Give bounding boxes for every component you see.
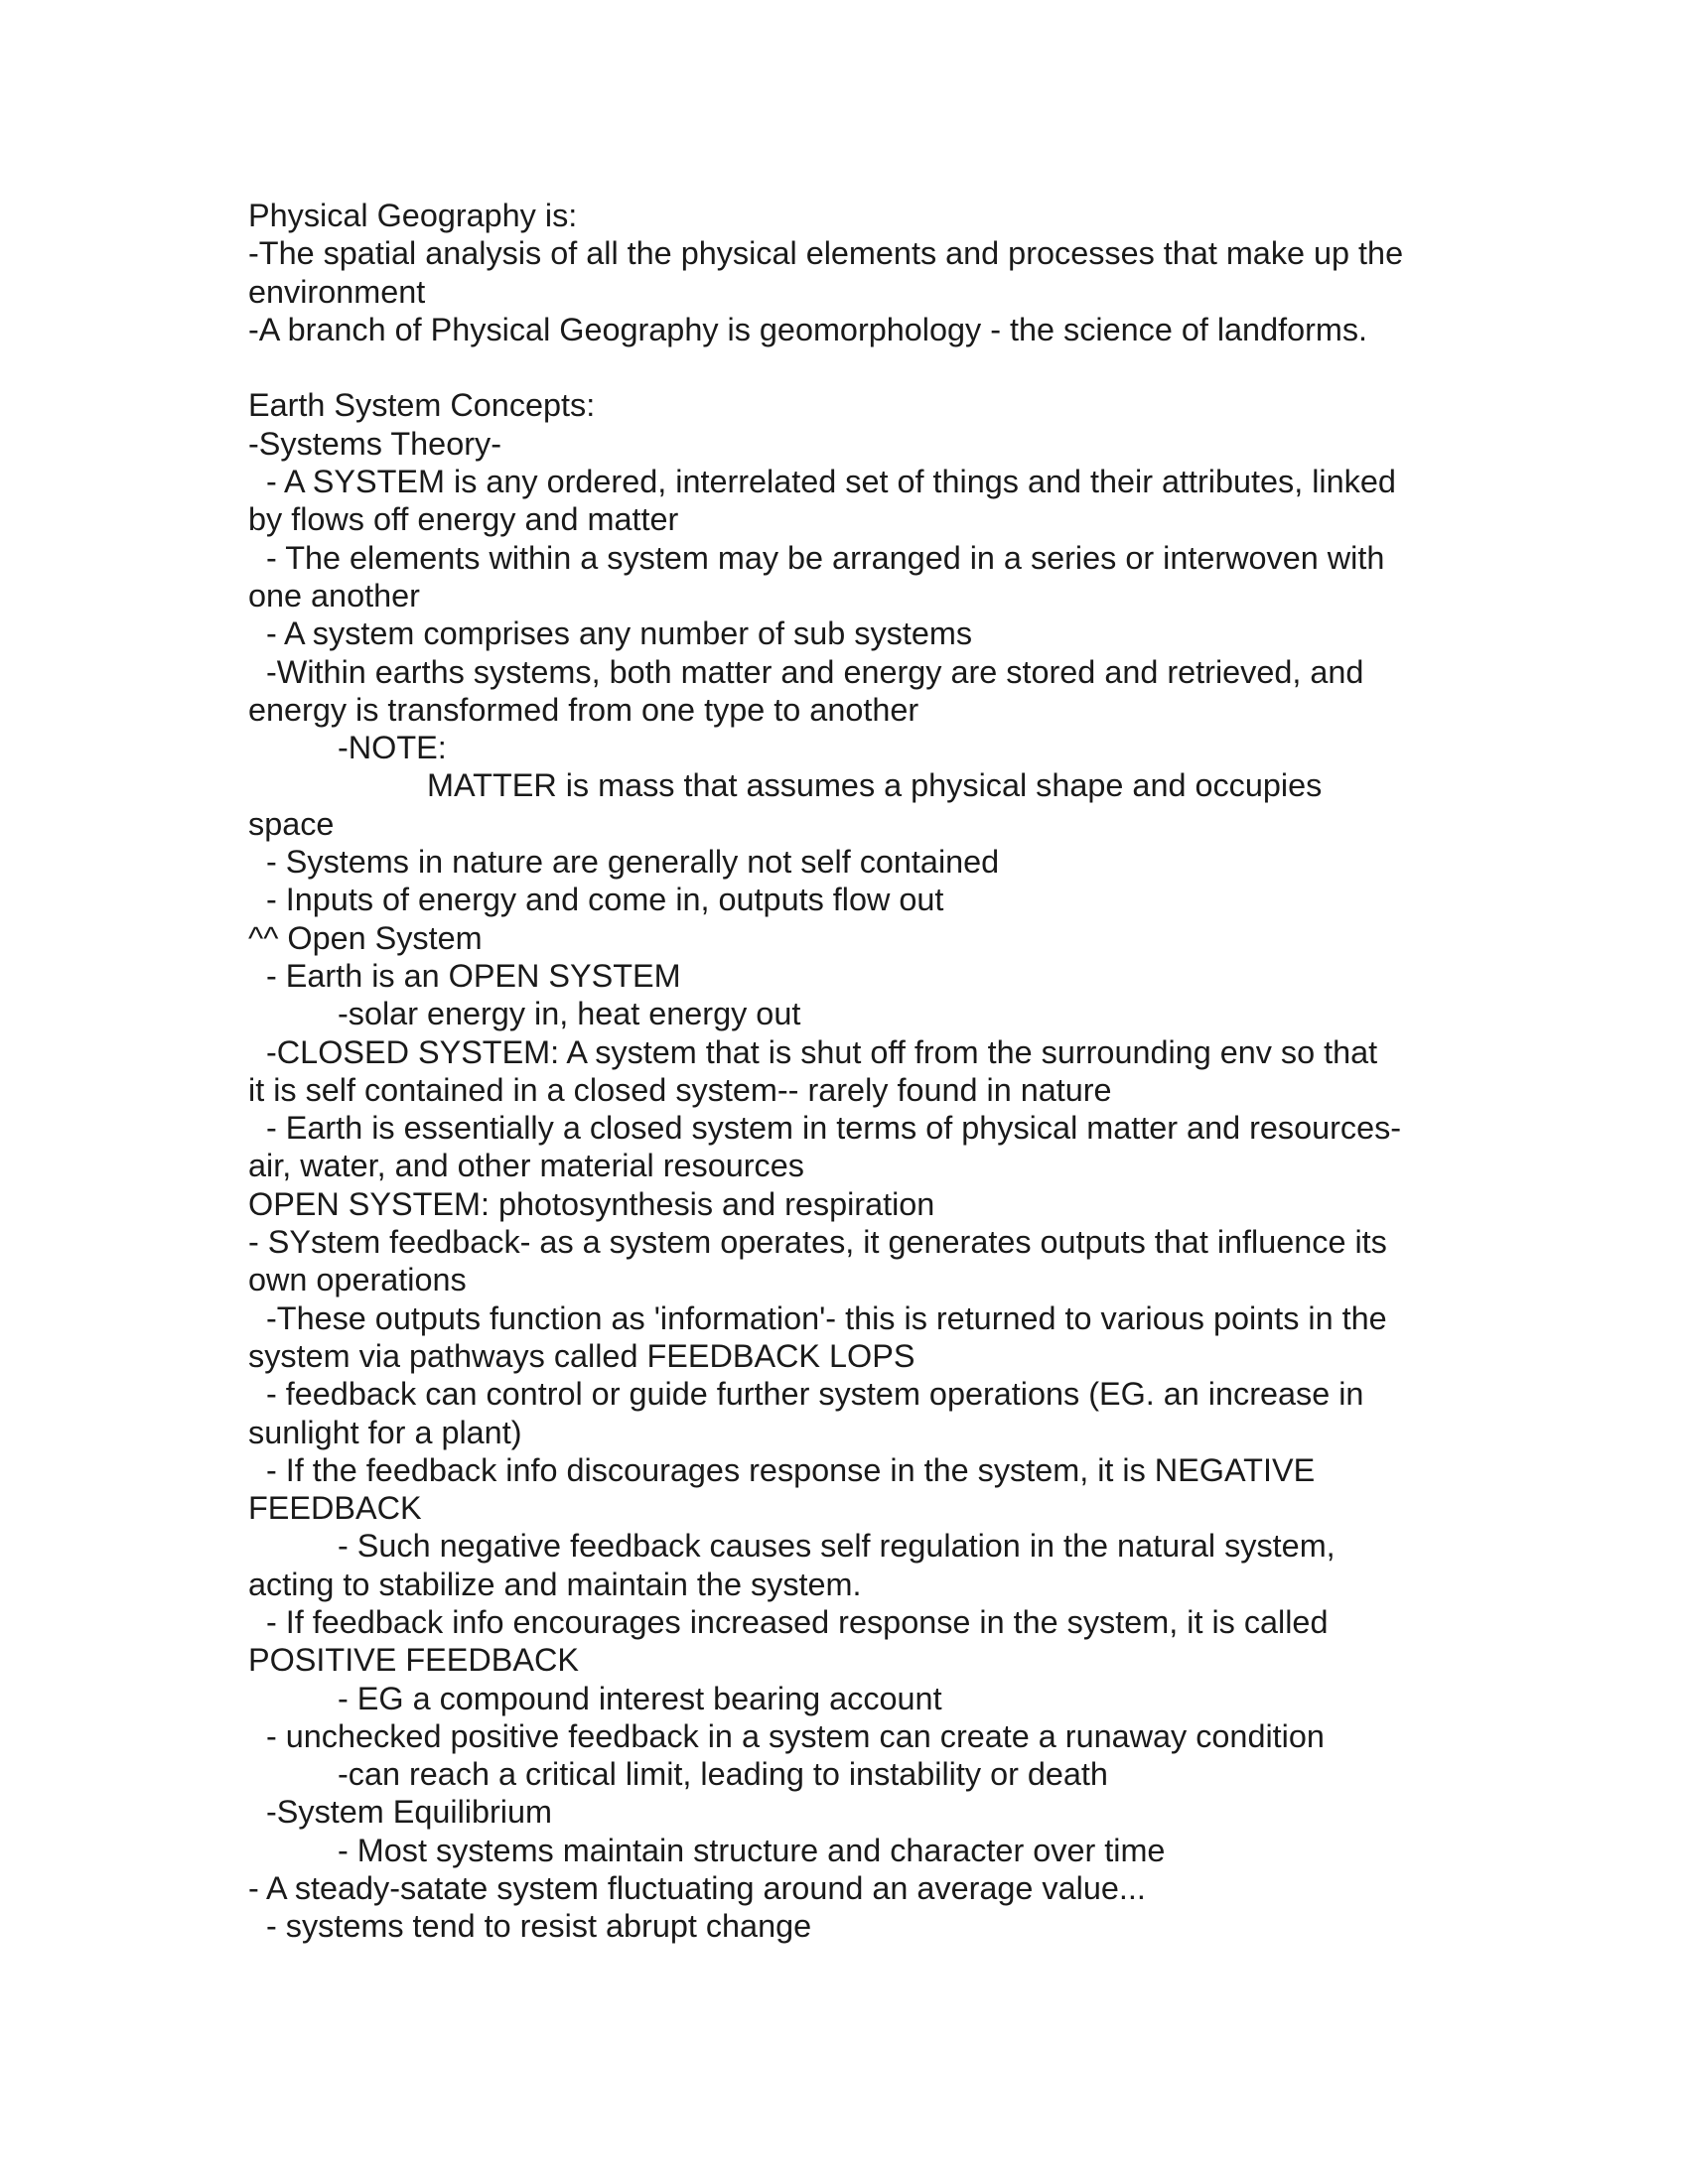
text-line: acting to stabilize and maintain the system. (248, 1566, 862, 1602)
text-line: -The spatial analysis of all the physical elements and processes that make up the (248, 235, 1404, 272)
text-line: Physical Geography is: (248, 198, 578, 233)
text-line: air, water, and other material resources (248, 1148, 804, 1184)
text-line: - SYstem feedback- as a system operates, it generates outputs that influence its (248, 1224, 1387, 1261)
text-line: -NOTE: (248, 730, 447, 766)
text-line: -CLOSED SYSTEM: A system that is shut off from the surrounding env so that (248, 1033, 1378, 1070)
text-line: environment (248, 273, 426, 310)
text-line: - Most systems maintain structure and character over time (248, 1832, 1166, 1868)
text-line: sunlight for a plant) (248, 1414, 522, 1450)
text-line: by flows off energy and matter (248, 501, 679, 538)
text-line: - If feedback info encourages increased response in the system, it is called (248, 1603, 1329, 1640)
text-line: - unchecked positive feedback in a system can create a runaway condition (248, 1717, 1325, 1754)
text-line: OPEN SYSTEM: photosynthesis and respiration (248, 1185, 935, 1222)
text-line: -Within earths systems, both matter and energy are stored and retrieved, and (248, 653, 1364, 690)
text-line: -System Equilibrium (248, 1794, 552, 1831)
text-line: - A system comprises any number of sub systems (248, 615, 973, 652)
text-line: system via pathways called FEEDBACK LOPS (248, 1337, 915, 1374)
text-line: -solar energy in, heat energy out (248, 996, 801, 1032)
text-line: - A steady-satate system fluctuating around an average value... (248, 1870, 1146, 1907)
text-line: - A SYSTEM is any ordered, interrelated set of things and their attributes, linked (248, 464, 1396, 500)
text-line: space (248, 805, 335, 842)
text-line: FEEDBACK (248, 1490, 422, 1527)
text-line: -A branch of Physical Geography is geomorphology - the science of landforms. (248, 311, 1368, 347)
text-line: - If the feedback info discourages response in the system, it is NEGATIVE (248, 1451, 1316, 1488)
text-line: it is self contained in a closed system-- rarely found in nature (248, 1071, 1112, 1108)
text-line: - systems tend to resist abrupt change (248, 1908, 812, 1945)
text-line: POSITIVE FEEDBACK (248, 1642, 579, 1679)
text-line: -These outputs function as 'information'- this is returned to various points in the (248, 1299, 1387, 1336)
text-line: - Earth is essentially a closed system in terms of physical matter and resources- (248, 1110, 1402, 1147)
text-line: - The elements within a system may be arranged in a series or interwoven with (248, 539, 1385, 576)
text-line: - Inputs of energy and come in, outputs flow out (248, 882, 944, 918)
text-line: - Systems in nature are generally not self contained (248, 844, 1000, 881)
text-line: ^^ Open System (248, 919, 483, 956)
text-line: - feedback can control or guide further system operations (EG. an increase in (248, 1376, 1364, 1413)
text-line: one another (248, 577, 420, 614)
text-line: -can reach a critical limit, leading to instability or death (248, 1756, 1108, 1793)
text-line: MATTER is mass that assumes a physical shape and occupies (248, 767, 1323, 804)
text-line: Earth System Concepts: (248, 387, 596, 424)
text-line: energy is transformed from one type to another (248, 691, 919, 728)
text-line: - Earth is an OPEN SYSTEM (248, 957, 681, 994)
text-line: - Such negative feedback causes self regulation in the natural system, (248, 1528, 1336, 1565)
text-line: -Systems Theory- (248, 425, 501, 462)
document-page (248, 197, 1460, 1946)
text-line: - EG a compound interest bearing account (248, 1680, 942, 1716)
blank-line (248, 348, 1460, 386)
text-line: own operations (248, 1262, 467, 1298)
